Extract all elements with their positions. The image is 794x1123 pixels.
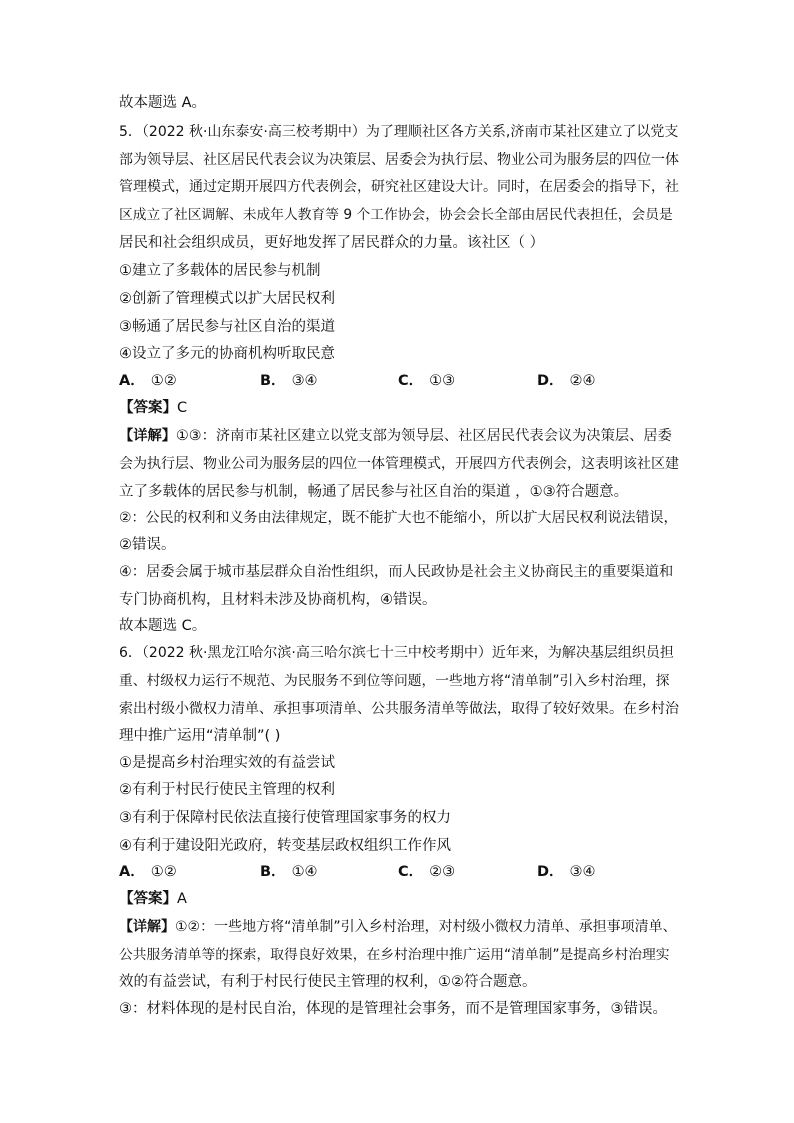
question-6-statement: ②有利于村民行使民主管理的权利: [119, 782, 335, 798]
question-6-statement: ④有利于建设阳光政府，转变基层政权组织工作作风: [119, 838, 451, 854]
question-6-options: [119, 862, 679, 882]
question-5-statement: ②创新了管理模式以扩大居民权利: [119, 291, 335, 307]
option-key: B．: [260, 373, 286, 389]
option-key: D．: [537, 864, 564, 880]
question-5-stem-line: 区成立了社区调解、未成年人教育等 9 个工作协会，协会会长全部由居民代表担任，会员是: [119, 207, 673, 223]
option-d: [537, 862, 596, 882]
answer-line: [119, 398, 679, 418]
option-key: A．: [119, 373, 145, 389]
question-6-stem-line: 重、村级权力运行不规范、为民服务不到位等问题，一些地方将“清单制”引入乡村治理，探: [119, 673, 670, 689]
section-marker: 【答案】: [119, 400, 177, 416]
explanation-line: [119, 917, 679, 937]
conclusion-line: 故本题选 C。: [119, 618, 207, 634]
option-key: D．: [537, 373, 564, 389]
question-5-stem-line: 部为领导层、社区居民代表会议为决策层、居委会为执行层、物业公司为服务层的四位一体: [119, 152, 679, 168]
question-6-statement: ①是提高乡村治理实效的有益尝试: [119, 755, 335, 771]
option-d: [537, 371, 596, 391]
explanation-line: ④：居委会属于城市基层群众自治性组织，而人民政协是社会主义协商民主的重要渠道和: [119, 564, 674, 580]
option-b: [260, 862, 318, 882]
option-c: [398, 862, 455, 882]
conclusion-line: 故本题选 A。: [119, 95, 207, 111]
question-6-stem-line: 理中推广运用“清单制”( ): [119, 728, 281, 744]
question-5-stem-line: 5．（2022 秋·山东泰安·高三校考期中）为了理顺社区各方关系,济南市某社区建立了以党支: [119, 124, 679, 140]
option-value: ②④: [569, 373, 596, 389]
question-5-options: [119, 371, 679, 391]
section-marker: 【答案】: [119, 891, 177, 907]
option-key: C．: [398, 864, 424, 880]
explanation-line: 专门协商机构，且材料未涉及协商机构，④错误。: [119, 592, 437, 608]
explanation-line: 效的有益尝试，有利于村民行使民主管理的权利，①②符合题意。: [119, 974, 537, 990]
option-value: ③④: [291, 373, 318, 389]
explanation-line: ②错误。: [119, 537, 176, 553]
answer-line: [119, 889, 679, 909]
question-6-stem-line: 索出村级小微权力清单、承担事项清单、公共服务清单等做法，取得了较好效果。在乡村治: [119, 701, 679, 717]
section-text: ①③：济南市某社区建立以党支部为领导层、社区居民代表会议为决策层、居委: [176, 428, 672, 444]
explanation-line: ③：材料体现的是村民自治，体现的是管理社会事务，而不是管理国家事务，③错误。: [119, 1001, 667, 1017]
option-key: A．: [119, 864, 145, 880]
question-5-stem-line: 居民和社会组织成员，更好地发挥了居民群众的力量。该社区（ ）: [119, 235, 545, 251]
explanation-line: [119, 426, 679, 446]
option-a: [119, 862, 177, 882]
question-5-statement: ①建立了多载体的居民参与机制: [119, 263, 321, 279]
question-5-stem-line: 管理模式，通过定期开展四方代表例会，研究社区建设大计。同时，在居委会的指导下，社: [119, 179, 679, 195]
question-6-stem-line: 6．（2022 秋·黑龙江哈尔滨·高三哈尔滨七十三中校考期中）近年来，为解决基层组织员担: [119, 645, 674, 661]
section-marker: 【详解】: [119, 428, 177, 444]
section-text: A: [177, 891, 187, 907]
explanation-line: 立了多载体的居民参与机制，畅通了居民参与社区自治的渠道 ，①③符合题意。: [119, 484, 629, 500]
section-text: C: [177, 400, 188, 416]
explanation-line: 会为执行层、物业公司为服务层的四位一体管理模式，开展四方代表例会，这表明该社区建: [119, 456, 679, 472]
question-5-statement: ④设立了多元的协商机构听取民意: [119, 346, 335, 362]
option-value: ③④: [569, 864, 596, 880]
option-value: ②③: [429, 864, 456, 880]
option-b: [260, 371, 318, 391]
option-value: ①④: [291, 864, 318, 880]
option-value: ①②: [150, 373, 177, 389]
option-value: ①②: [150, 864, 177, 880]
section-text: ①②：一些地方将“清单制”引入乡村治理，对村级小微权力清单、承担事项清单、: [175, 919, 677, 935]
explanation-line: ②：公民的权利和义务由法律规定，既不能扩大也不能缩小，所以扩大居民权利说法错误，: [119, 510, 678, 526]
question-6-statement: ③有利于保障村民依法直接行使管理国家事务的权力: [119, 810, 451, 826]
option-value: ①③: [429, 373, 456, 389]
question-5-statement: ③畅通了居民参与社区自治的渠道: [119, 319, 335, 335]
option-key: B．: [260, 864, 286, 880]
explanation-line: 公共服务清单等的探索，取得良好效果，在乡村治理中推广运用“清单制”是提高乡村治理实: [119, 947, 670, 963]
option-a: [119, 371, 177, 391]
option-c: [398, 371, 455, 391]
option-key: C．: [398, 373, 424, 389]
section-marker: 【详解】: [119, 919, 175, 935]
